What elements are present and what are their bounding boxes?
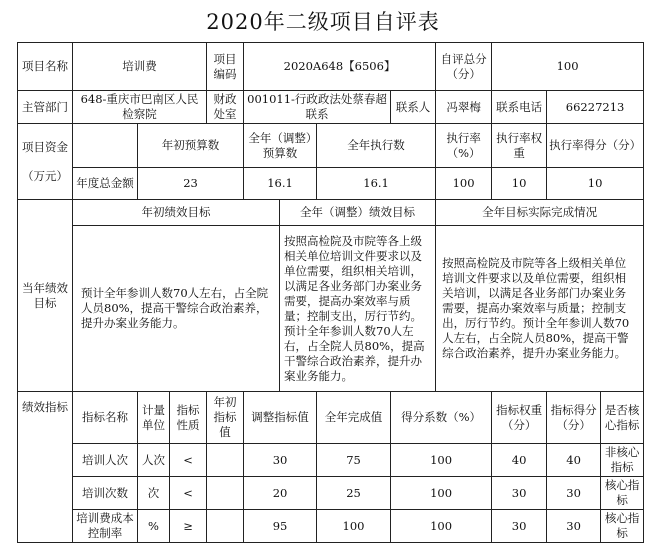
ind-header-core: 是否核心指标	[601, 392, 644, 444]
funds-adjusted: 16.1	[244, 168, 317, 200]
page-title: 2020年二级项目自评表	[206, 10, 440, 34]
ind-score: 30	[547, 477, 601, 510]
ind-completed: 100	[317, 510, 391, 543]
ind-unit: 人次	[138, 444, 170, 477]
ind-core: 核心指标	[601, 477, 644, 510]
goals-initial-text: 预计全年参训人数70人左右，占全院人员80%，提高干警综合政治素养，提升办案业务能力。	[81, 286, 269, 330]
ind-header-unit: 计量单位	[138, 392, 170, 444]
dept-label: 主管部门	[18, 91, 73, 124]
goals-col-actual: 全年目标实际完成情况	[436, 200, 644, 226]
ind-score: 30	[547, 510, 601, 543]
contact-value: 冯翠梅	[436, 91, 492, 124]
project-code-label: 项目编码	[207, 43, 244, 91]
funds-col-executed: 全年执行数	[317, 124, 436, 168]
dept-value: 648-重庆市巴南区人民检察院	[73, 91, 207, 124]
funds-col-score: 执行率得分（分）	[547, 124, 644, 168]
project-code-value: 2020A648【6506】	[244, 43, 436, 91]
funds-label-bottom: （万元）	[22, 168, 68, 183]
ind-adjusted: 20	[244, 477, 317, 510]
ind-nature: <	[170, 477, 207, 510]
funds-col-adjusted: 全年（调整）预算数	[244, 124, 317, 168]
score-value: 100	[492, 43, 644, 91]
finance-label: 财政处室	[207, 91, 244, 124]
goals-col-adjusted: 全年（调整）绩效目标	[280, 200, 436, 226]
contact-label: 联系人	[391, 91, 436, 124]
ind-header-weight: 指标权重（分）	[492, 392, 547, 444]
funds-label	[18, 124, 73, 200]
ind-header-initial: 年初指标值	[207, 392, 244, 444]
funds-label-top: 项目资金	[22, 139, 68, 154]
ind-adjusted: 30	[244, 444, 317, 477]
ind-initial	[207, 510, 244, 543]
funds-col-rate: 执行率（%）	[436, 124, 492, 168]
project-name-label: 项目名称	[18, 43, 73, 91]
ind-nature: <	[170, 444, 207, 477]
goals-actual-text: 按照高检院及市院等各上级相关单位培训文件要求以及单位需要，组织相关培训，以满足各业务部门办案业务需要，提高办案效率与质量；控制支出，厉行节约。预计全年参训人数70人左右，占全院人员80%，提高干警综合政治素养，提升办案业务能力。	[442, 256, 630, 360]
ind-header-score: 指标得分（分）	[547, 392, 601, 444]
ind-adjusted: 95	[244, 510, 317, 543]
indicators-label: 绩效指标	[18, 392, 73, 543]
ind-name: 培训人次	[73, 444, 138, 477]
goals-actual-cell	[436, 226, 644, 392]
ind-header-name: 指标名称	[73, 392, 138, 444]
ind-name: 培训费成本控制率	[73, 510, 138, 543]
phone-label: 联系电话	[492, 91, 547, 124]
ind-coef: 100	[391, 510, 492, 543]
goals-initial-cell	[73, 226, 280, 392]
ind-unit: 次	[138, 477, 170, 510]
ind-unit: %	[138, 510, 170, 543]
ind-weight: 30	[492, 477, 547, 510]
ind-weight: 30	[492, 510, 547, 543]
goals-adjusted-text: 按照高检院及市院等各上级相关单位培训文件要求以及单位需要，组织相关培训，以满足各业务部门办案业务需要，提高办案效率与质量；控制支出，厉行节约。预计全年参训人数70人左右，占全院人员80%，提高干警综合政治素养，提升办案业务能力。	[284, 233, 425, 383]
funds-col-initial: 年初预算数	[138, 124, 244, 168]
funds-rate: 100	[436, 168, 492, 200]
ind-weight: 40	[492, 444, 547, 477]
ind-header-nature: 指标性质	[170, 392, 207, 444]
ind-header-coef: 得分系数（%）	[391, 392, 492, 444]
funds-score: 10	[547, 168, 644, 200]
funds-initial: 23	[138, 168, 244, 200]
funds-weight: 10	[492, 168, 547, 200]
goals-adjusted-cell	[280, 226, 436, 392]
ind-header-completed: 全年完成值	[317, 392, 391, 444]
score-label: 自评总分（分）	[436, 43, 492, 91]
ind-core: 非核心指标	[601, 444, 644, 477]
ind-header-adjusted: 调整指标值	[244, 392, 317, 444]
goals-col-initial: 年初绩效目标	[73, 200, 280, 226]
ind-nature: ≥	[170, 510, 207, 543]
funds-col-weight: 执行率权重	[492, 124, 547, 168]
ind-coef: 100	[391, 477, 492, 510]
funds-executed: 16.1	[317, 168, 436, 200]
ind-coef: 100	[391, 444, 492, 477]
ind-core: 核心指标	[601, 510, 644, 543]
ind-initial	[207, 444, 244, 477]
phone-value: 66227213	[547, 91, 644, 124]
finance-value: 001011-行政政法处蔡春超联系	[244, 91, 391, 124]
ind-score: 40	[547, 444, 601, 477]
funds-row-label: 年度总金额	[73, 168, 138, 200]
ind-completed: 75	[317, 444, 391, 477]
ind-initial	[207, 477, 244, 510]
ind-completed: 25	[317, 477, 391, 510]
goals-label: 当年绩效目标	[18, 200, 73, 392]
project-name-value: 培训费	[73, 43, 207, 91]
ind-name: 培训次数	[73, 477, 138, 510]
evaluation-table	[17, 42, 644, 543]
